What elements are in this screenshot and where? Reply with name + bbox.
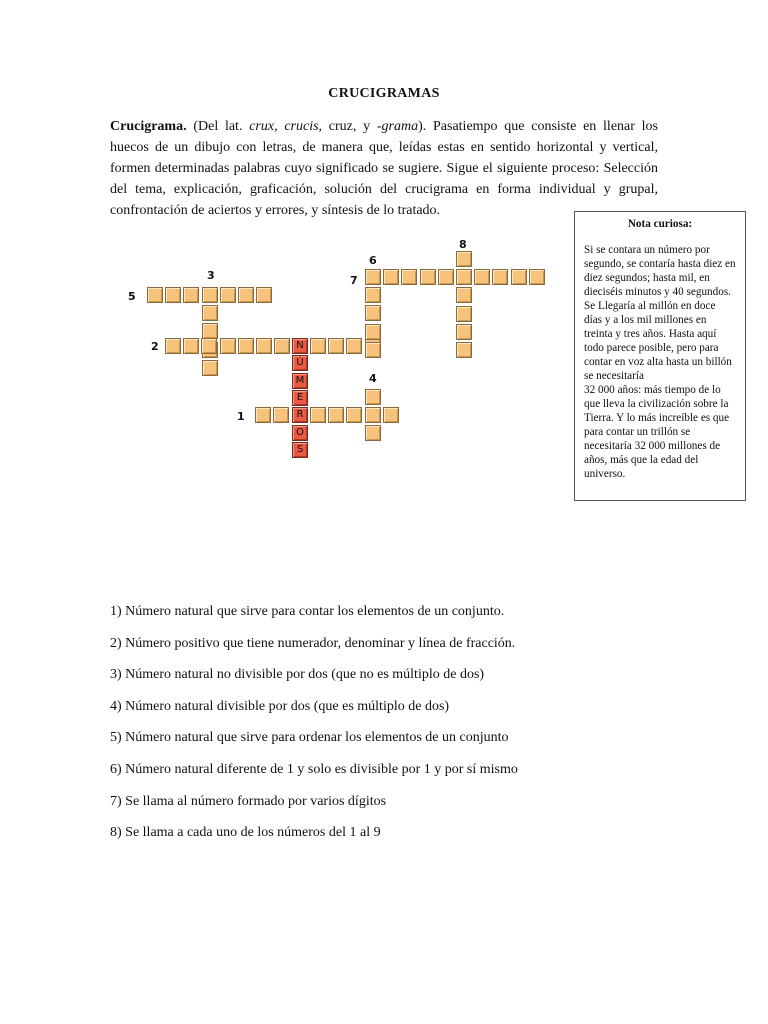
intro-middle: , cruz, y - (318, 119, 382, 134)
crossword-cell[interactable] (420, 269, 436, 285)
intro-term: Crucigrama. (110, 119, 187, 134)
key-word-cell: R (292, 407, 308, 423)
crossword-cell[interactable] (238, 338, 254, 354)
crossword-cell[interactable] (456, 251, 472, 267)
intro-origin-open: (Del lat. (186, 119, 250, 134)
crossword-cell[interactable] (328, 407, 344, 423)
note-title: Nota curiosa: (627, 218, 693, 230)
crossword-cell[interactable] (456, 287, 472, 303)
intro-rest: ). Pasatiempo que consiste en llenar los huecos de un dibujo con letras, de manera que, leídas estas en sentido horizontal y vertical, formen determinadas palabras cuyo significado se sugiere. Sigue el siguiente proceso: Selección del tema, explicación, graficación, solución del crucigrama en forma individual y grupal, confrontación de aciertos y errores, y síntesis de lo tratado. (110, 119, 658, 218)
clue-item: 3) Número natural no divisible por dos (que no es múltiplo de dos) (110, 667, 485, 683)
clue-number-8: 8 (459, 238, 467, 251)
crossword-cell[interactable] (165, 338, 181, 354)
crossword-cell[interactable] (202, 305, 218, 321)
crossword-cell[interactable] (529, 269, 545, 285)
crossword-cell[interactable] (456, 342, 472, 358)
clue-number-5: 5 (128, 290, 136, 303)
crossword-cell[interactable] (401, 269, 417, 285)
clue-number-7: 7 (350, 274, 358, 287)
crossword-cell[interactable] (256, 338, 272, 354)
intro-grama: grama (381, 119, 419, 134)
crossword-cell[interactable] (183, 287, 199, 303)
key-word-cell: O (292, 425, 308, 441)
key-word-cell: Ú (292, 355, 308, 371)
crossword-cell[interactable] (365, 407, 381, 423)
clue-item: 4) Número natural divisible por dos (que es múltiplo de dos) (110, 698, 450, 714)
clue-item: 1) Número natural que sirve para contar los elementos de un conjunto. (110, 604, 505, 619)
crossword-cell[interactable] (365, 305, 381, 321)
clue-item: 2) Número positivo que tiene numerador, denominar y línea de fracción. (110, 635, 516, 651)
crossword-cell[interactable] (201, 338, 217, 354)
crossword-cell[interactable] (328, 338, 344, 354)
clue-number-4: 4 (369, 372, 377, 385)
crossword-cell[interactable] (365, 324, 381, 340)
crossword-cell[interactable] (511, 269, 527, 285)
crossword-cell[interactable] (456, 269, 472, 285)
crossword-cell[interactable] (365, 389, 381, 405)
crossword-cell[interactable] (183, 338, 199, 354)
note-line: Si se contara un número por segundo, se contaría hasta diez en diez segundos; hasta mil, en dieciséis minutos y 40 segundos. Se Llegaría al millón en doce días y a los mil millones en treinta y tres años. Hasta aquí todo parece posible, pero para contar en voz alta hasta un billón se necesitaría (584, 244, 736, 382)
crossword-cell[interactable] (365, 342, 381, 358)
crossword-cell[interactable] (202, 287, 218, 303)
crossword-cell[interactable] (456, 324, 472, 340)
crossword-cell[interactable] (255, 407, 271, 423)
crossword-cell[interactable] (456, 306, 472, 322)
crossword-cell[interactable] (220, 287, 236, 303)
clue-list (110, 602, 670, 855)
crossword-cell[interactable] (238, 287, 254, 303)
clue-item: 8) Se llama a cada uno de los números del 1 al 9 (110, 825, 381, 841)
crossword-cell[interactable] (165, 287, 181, 303)
crossword-cell[interactable] (365, 425, 381, 441)
crossword-cell[interactable] (365, 287, 381, 303)
crossword-cell[interactable] (365, 269, 381, 285)
key-word-cell: S (292, 442, 308, 458)
crossword-cell[interactable] (274, 338, 290, 354)
key-word-cell: E (292, 390, 308, 406)
crossword-cell[interactable] (310, 407, 326, 423)
clue-item: 7) Se llama al número formado por varios dígitos (110, 793, 387, 809)
clue-item: 6) Número natural diferente de 1 y solo es divisible por 1 y por sí mismo (110, 761, 518, 777)
note-line: 32 000 años: más tiempo de lo que lleva la civilización sobre la Tierra. Y lo más increíble es que para contar un trillón se necesitaría 32 000 millones de años, más que la edad del universo. (584, 384, 730, 480)
crossword-cell[interactable] (202, 360, 218, 376)
crossword-cell[interactable] (383, 407, 399, 423)
crossword-cell[interactable] (273, 407, 289, 423)
clue-number-1: 1 (237, 410, 245, 423)
key-word-cell: N (292, 338, 308, 354)
page-title: CRUCIGRAMAS (328, 86, 440, 101)
crossword-cell[interactable] (202, 323, 218, 339)
crossword-cell[interactable] (220, 338, 236, 354)
clue-item: 5) Número natural que sirve para ordenar los elementos de un conjunto (110, 730, 509, 746)
crossword-cell[interactable] (474, 269, 490, 285)
clue-number-6: 6 (369, 254, 377, 267)
intro-latin: crux, crucis (249, 119, 319, 134)
crossword-cell[interactable] (346, 407, 362, 423)
crossword-cell[interactable] (492, 269, 508, 285)
crossword-cell[interactable] (147, 287, 163, 303)
clue-number-2: 2 (151, 340, 159, 353)
crossword-cell[interactable] (346, 338, 362, 354)
crossword-cell[interactable] (438, 269, 454, 285)
crossword-cell[interactable] (383, 269, 399, 285)
crossword-cell[interactable] (310, 338, 326, 354)
clue-number-3: 3 (207, 269, 215, 282)
key-word-cell: M (292, 373, 308, 389)
crossword-cell[interactable] (256, 287, 272, 303)
